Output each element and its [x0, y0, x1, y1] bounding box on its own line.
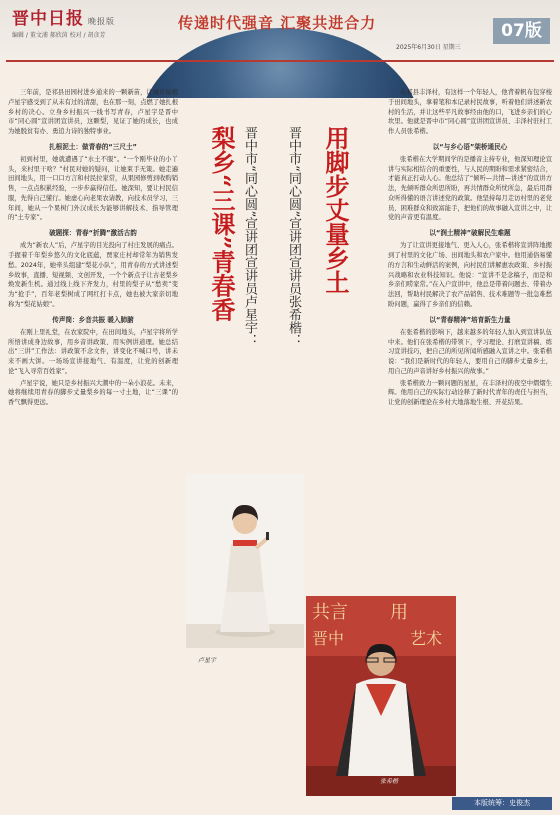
right-para-4: 张希楷致力一颗问题的星星，在丰泽村的夜空中熠熠生辉。他用自己的实际行动诠释了新时代青年的责任与担当，让党的创新理论在乡村大地落地生根、开花结果。	[388, 379, 552, 407]
left-intro: 三年前，是祁县田园村进乡通来的一颗新苗，让城市姑娘卢星宇感受到了从未有过的清甜，也在那一刻，点燃了她扎根乡村的决心。立身乡村振兴一线书写青春，卢星宇是晋中市“同心圆”宣讲团宣讲员，这颗梨，见证了她的成长，也成为她脱贫有办、勇追力诗的独特事业。	[8, 89, 178, 135]
editor-credits: 编辑 / 董文浦 郝欣茵 校对 / 胡彦芳	[12, 32, 106, 39]
left-section-heading-3: 传声筒：乡音共振 暖入肺腑	[52, 315, 134, 324]
page-number-badge: 07版	[493, 18, 550, 44]
masthead	[12, 4, 115, 29]
right-article-subtitle: 晋中市“同心圆”宣讲团宣讲员张希楷：	[286, 126, 301, 348]
header-slogan: 传递时代强音 汇聚共进合力	[178, 14, 377, 32]
photo-lu-xingyu	[186, 474, 304, 648]
right-section-heading-2: 以“润土精神”破解民生难题	[429, 229, 511, 238]
photo-caption-zhang: 张希楷	[380, 778, 399, 785]
issue-date: 2025年6月30日 星期三	[396, 44, 461, 51]
right-para-3: 在张希楷的影响下，越来越多的年轻人加入到宣讲队伍中来。他们在张希楷的带领下，学习理论、打磨宣讲稿、练习宣讲技巧，把自己的所见所闻所感融入宣讲之中。张希楷说：“我们是新时代的年轻人，要用自己的脚步丈量乡土，用自己的声音讲好乡村振兴的故事。”	[388, 328, 552, 375]
right-article-title: 用脚步丈量乡土	[321, 126, 350, 294]
left-para-2: 成为“新农人”后，卢星宇的目光投向了村庄发展的痛点。手握着千年梨乡悠久的文化底蕴，贾家庄村却常年为销售发愁。2024年，她牵头组建“梨花小队”，用青春的方式讲述梨乡故事，直播、短视频、文创开发，一个个新点子让古老梨乡焕发新生机。通过线上线下齐发力，村里的梨子从“愁卖”变为“抢手”，百年老梨树成了网红打卡点，她也被大家亲切地称为“梨花姑娘”。	[8, 242, 178, 308]
left-para-3: 在刚上里礼堂，在农家院中，在田间地头，卢星宇将所学所悟讲成身边故事，用乡音讲政策、用实例讲道理。她总结出“三讲”工作法：讲政策不念文件，讲变化不喊口号，讲未来不画大饼。一场场宣讲接地气、有温度，让党的创新理论“飞入寻常百姓家”。	[8, 328, 178, 375]
right-para-2: 为了让宣讲更接地气、更入人心，张希楷将宣讲阵地搬到了村里的文化广场、田间地头和农户家中。他用通俗易懂的方言和生动鲜活的案例，向村民们讲解惠农政策、乡村振兴战略和农业科技知识。他说：“宣讲不是念稿子，而是和乡亲们唠家常。”在入户宣讲中，他总是带着问题去、带着办法回，帮助村民解决了农产品销售、技术难题等一批急难愁盼问题，赢得了乡亲们的信赖。	[388, 242, 552, 308]
header-rule	[6, 60, 554, 62]
brand-sub: 晚报版	[88, 17, 115, 26]
left-section-heading-1: 扎根泥土：做青春的“三尺土”	[49, 142, 137, 151]
right-intro: 在祁县丰泽村，有这样一个年轻人，他背着帆布包穿梭于田间地头，拿着笔和本记录村民故事，听着他们讲述新农村的生活，并让这些平凡故事经由他的口，飞进乡亲们的心坎里。他就是晋中市“同心圆”宣讲团宣讲员、丰泽村驻村工作人员张希楷。	[388, 89, 552, 135]
left-article-body	[8, 88, 178, 788]
photo-zhang-xikai	[306, 596, 456, 796]
page-header	[0, 0, 560, 60]
photo-caption-lu: 卢星宇	[198, 657, 217, 664]
left-para-4: 卢星宇说，她只是乡村振兴大潮中的一朵小浪花。未来，她将继续用青春的脚步丈量梨乡的每一寸土地，让“三课”的香气飘得更远。	[8, 379, 178, 407]
svg-text:共言: 共言	[312, 602, 348, 623]
svg-text:艺术: 艺术	[410, 629, 443, 648]
left-section-heading-2: 破题探：青春“折腾”激活古韵	[49, 229, 137, 238]
globe-image	[140, 28, 420, 98]
brand-name: 晋中日报	[12, 9, 84, 29]
right-para-1: 张希楷在大学期间学的是播音主持专业，他深知理论宣讲与实际相结合的重要性，与人民的期盼和需求紧密结合，才能真正打动人心。他总结了“倾听—共情—讲述”的宣讲方法，先倾听群众所思所盼，再共情群众所忧所急，最后用群众听得懂的语言讲述党的政策。他坚持每月走访村里的老党员、困难群众和致富能手，把他们的故事融入宣讲之中，让党的声音更有温度。	[388, 155, 552, 222]
right-section-heading-1: 以“与乡心语”架桥通民心	[432, 142, 508, 151]
right-section-heading-3: 以“青春精神”培育新生力量	[429, 315, 511, 324]
left-para-1: 初到村里，她就遭遇了“水土不服”。“一个刚毕业的小丫头，来村里干啥？”村民对她的疑问，让她束手无策。她走遍田间地头，用一口口方言和村民拉家常，从果园修剪到收购销售，一点点积累经验，一步步赢得信任。她深知，要让村民信服，先得自己懂行。她虚心向老果农请教，向技术员学习，三年间，她从一个果树门外汉成长为能够讲解技术、指导管理的“土专家”。	[8, 155, 178, 222]
coordinator-credit: 本版统筹：史俊杰	[452, 797, 552, 810]
left-article-title: 梨乡“三课”青春香	[207, 126, 236, 322]
left-article-subtitle: 晋中市“同心圆”宣讲团宣讲员卢星宇：	[242, 126, 257, 348]
svg-text:用: 用	[390, 602, 408, 623]
svg-text:晋中: 晋中	[312, 629, 345, 648]
